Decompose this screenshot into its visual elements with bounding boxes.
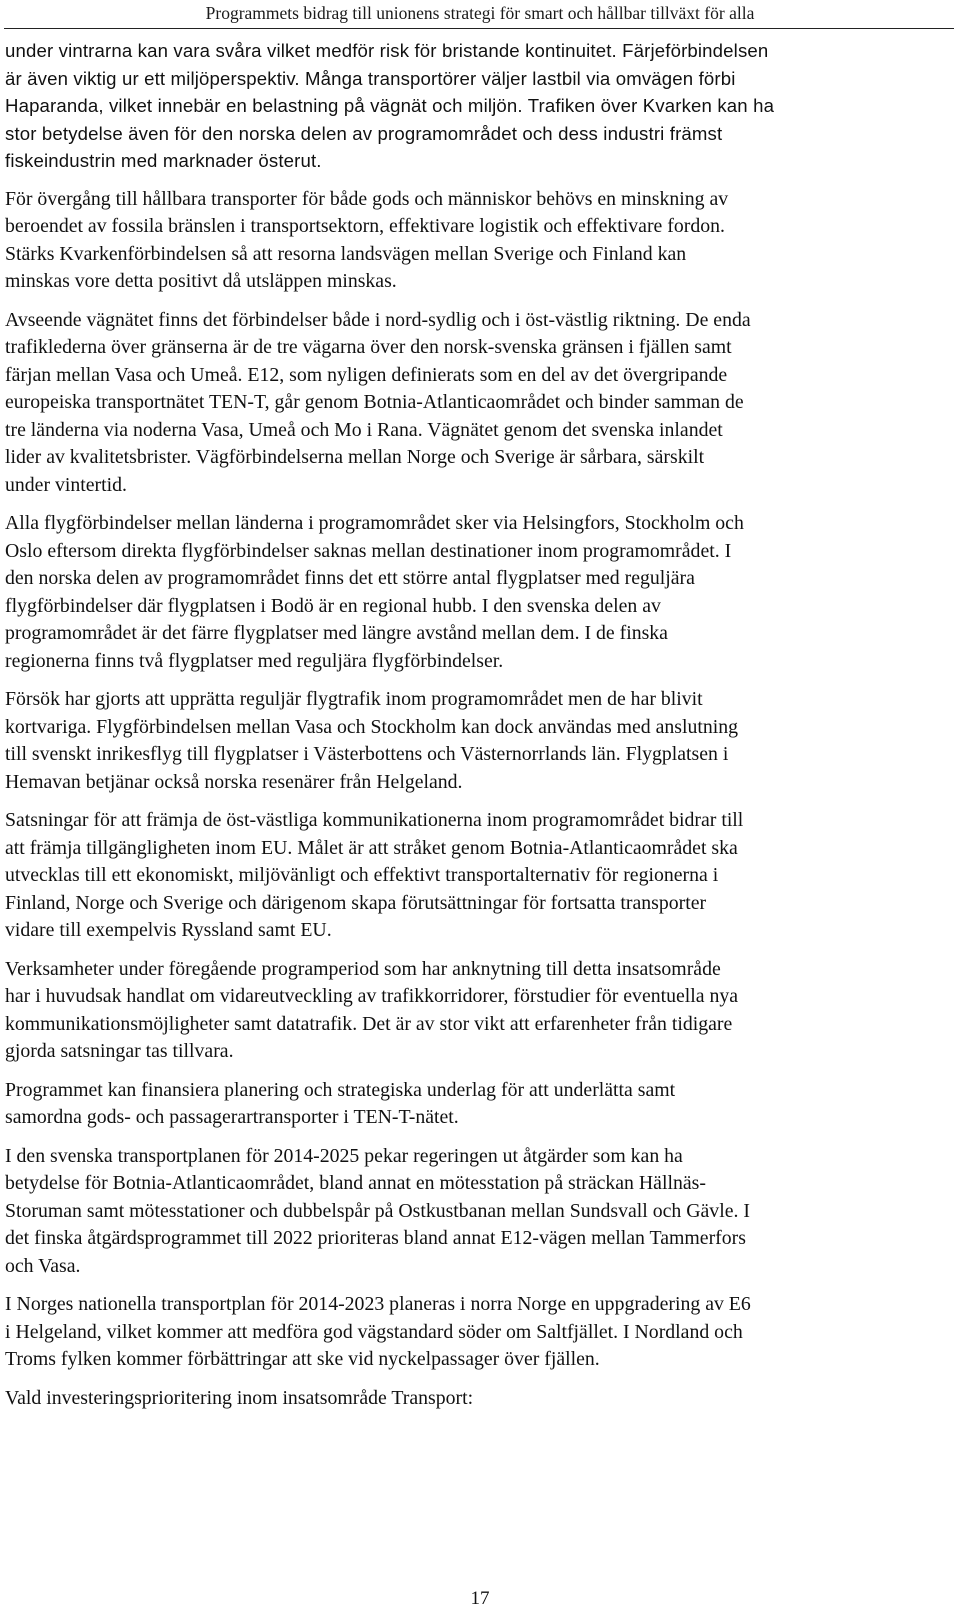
text-line: lider av kvalitetsbrister. Vägförbindelserna mellan Norge och Sverige är sårbara, särskilt bbox=[5, 446, 705, 468]
text-line: I Norges nationella transportplan för 2014-2023 planeras i norra Norge en uppgradering av E6 bbox=[5, 1293, 751, 1315]
text-line: I den svenska transportplanen för 2014-2025 pekar regeringen ut åtgärder som kan ha bbox=[5, 1144, 683, 1167]
text-line: Programmet kan finansiera planering och strategiska underlag för att underlätta samt bbox=[5, 1078, 676, 1101]
paragraph-investment-priority bbox=[5, 1385, 949, 1413]
text-line: Oslo eftersom direkta flygförbindelser saknas mellan destinationer inom programområdet. I bbox=[5, 539, 732, 562]
text-line: utvecklas till ett ekonomiskt, miljövänligt och effektivt transportalternativ för regionerna i bbox=[5, 864, 719, 886]
text-line: Verksamheter under föregående programperiod som har anknytning till detta insatsområde bbox=[5, 957, 721, 980]
page-number: 17 bbox=[470, 1588, 490, 1609]
text-line: Vald investeringsprioritering inom insatsområde Transport: bbox=[5, 1386, 474, 1409]
text-line: För övergång till hållbara transporter för både gods och människor behövs en minskning av bbox=[5, 187, 729, 210]
paragraph-road-network bbox=[5, 307, 949, 500]
paragraph-financing bbox=[5, 1077, 949, 1132]
text-line: har i huvudsak handlat om vidareutveckling av trafikkorridorer, förstudier för eventuella nya bbox=[5, 985, 739, 1007]
text-line: under vintrarna kan vara svåra vilket medför risk för bristande kontinuitet. Färjeförbindelsen bbox=[5, 40, 769, 61]
paragraph-swedish-finnish-plans bbox=[5, 1143, 949, 1281]
paragraph-sustainable-transport bbox=[5, 186, 949, 296]
text-line: kortvariga. Flygförbindelsen mellan Vasa och Stockholm kan dock användas med anslutning bbox=[5, 715, 739, 738]
text-line: samordna gods- och passagerartransporter i TEN-T-nätet. bbox=[5, 1106, 459, 1128]
text-line: Troms fylken kommer förbättringar att ske vid nyckelpassager över fjällen. bbox=[5, 1348, 600, 1370]
paragraph-kvarken-ferry bbox=[5, 37, 949, 175]
text-line: Försök har gjorts att upprätta reguljär flygtrafik inom programområdet men de har blivit bbox=[5, 688, 703, 710]
text-line: regionerna finns två flygplatser med reguljära flygförbindelser. bbox=[5, 649, 504, 672]
document-body bbox=[5, 37, 949, 1423]
text-line: den norska delen av programområdet finns det ett större antal flygplatser med reguljära bbox=[5, 567, 695, 589]
paragraph-regular-air-traffic bbox=[5, 686, 949, 796]
text-line: är även viktig ur ett miljöperspektiv. Många transportörer väljer lastbil via omvägen förbi bbox=[5, 67, 736, 89]
text-line: gjorda satsningar tas tillvara. bbox=[5, 1040, 234, 1062]
text-line: det finska åtgärdsprogrammet till 2022 prioriteras bland annat E12-vägen mellan Tammerfors bbox=[5, 1227, 746, 1249]
text-line: i Helgeland, vilket kommer att medföra god vägstandard söder om Saltfjället. I Nordland och bbox=[5, 1320, 743, 1343]
text-line: att främja tillgängligheten inom EU. Målet är att stråket genom Botnia-Atlanticaområdet ska bbox=[5, 836, 738, 859]
text-line: under vintertid. bbox=[5, 473, 127, 496]
text-line: europeiska transportnätet TEN-T, går genom Botnia-Atlanticaområdet och binder samman de bbox=[5, 391, 744, 413]
running-header: Programmets bidrag till unionens strategi för smart och hållbar tillväxt för alla bbox=[205, 3, 755, 23]
text-line: tre länderna via noderna Vasa, Umeå och Mo i Rana. Vägnätet genom det svenska inlandet bbox=[5, 418, 723, 441]
text-line: beroendet av fossila bränslen i transportsektorn, effektivare logistik och effektivare fordon. bbox=[5, 215, 725, 237]
paragraph-norwegian-plan bbox=[5, 1291, 949, 1374]
text-line: och Vasa. bbox=[5, 1254, 81, 1277]
text-line: till svenskt inrikesflyg till flygplatser i Västerbottens och Västernorrlands län. Flygplatsen i bbox=[5, 743, 729, 765]
text-line: fiskeindustrin med marknader österut. bbox=[5, 150, 322, 171]
text-line: stor betydelse även för den norska delen av programområdet och dess industri främst bbox=[5, 122, 723, 144]
text-line: Avseende vägnätet finns det förbindelser både i nord-sydlig och i öst-västlig riktning. De enda bbox=[5, 308, 751, 331]
text-line: Hemavan betjänar också norska resenärer från Helgeland. bbox=[5, 770, 463, 793]
text-line: programområdet är det färre flygplatser med längre avstånd mellan dem. I de finska bbox=[5, 622, 668, 644]
paragraph-air-connections bbox=[5, 510, 949, 675]
text-line: Alla flygförbindelser mellan länderna i programområdet sker via Helsingfors, Stockholm och bbox=[5, 512, 744, 534]
text-line: trafiklederna över gränserna är de tre vägarna över den norsk-svenska gränsen i fjällen samt bbox=[5, 336, 732, 358]
paragraph-east-west-communications bbox=[5, 807, 949, 945]
text-line: Storuman samt mötesstationer och dubbelspår på Ostkustbanan mellan Sundsvall och Gävle. I bbox=[5, 1199, 750, 1222]
text-line: Satsningar för att främja de öst-västliga kommunikationerna inom programområdet bidrar till bbox=[5, 809, 744, 831]
text-line: flygförbindelser där flygplatsen i Bodö är en regional hubb. I den svenska delen av bbox=[5, 594, 661, 617]
text-line: vidare till exempelvis Ryssland samt EU. bbox=[5, 919, 332, 941]
text-line: minskas vore detta positivt då utsläppen minskas. bbox=[5, 270, 397, 292]
text-line: Haparanda, vilket innebär en belastning på vägnät och miljön. Trafiken över Kvarken kan ha bbox=[5, 95, 775, 116]
paragraph-previous-period bbox=[5, 956, 949, 1066]
text-line: kommunikationsmöjligheter samt datatrafik. Det är av stor vikt att erfarenheter från tidigare bbox=[5, 1012, 733, 1035]
text-line: betydelse för Botnia-Atlanticaområdet, bland annat en mötesstation på sträckan Hällnäs- bbox=[5, 1172, 706, 1194]
text-line: Stärks Kvarkenförbindelsen så att resorna landsvägen mellan Sverige och Finland kan bbox=[5, 242, 687, 265]
text-line: Finland, Norge och Sverige och därigenom skapa förutsättningar för fortsatta transporter bbox=[5, 891, 707, 914]
text-line: färjan mellan Vasa och Umeå. E12, som nyligen definierats som en del av det övergripande bbox=[5, 363, 728, 386]
header-divider bbox=[4, 28, 954, 29]
